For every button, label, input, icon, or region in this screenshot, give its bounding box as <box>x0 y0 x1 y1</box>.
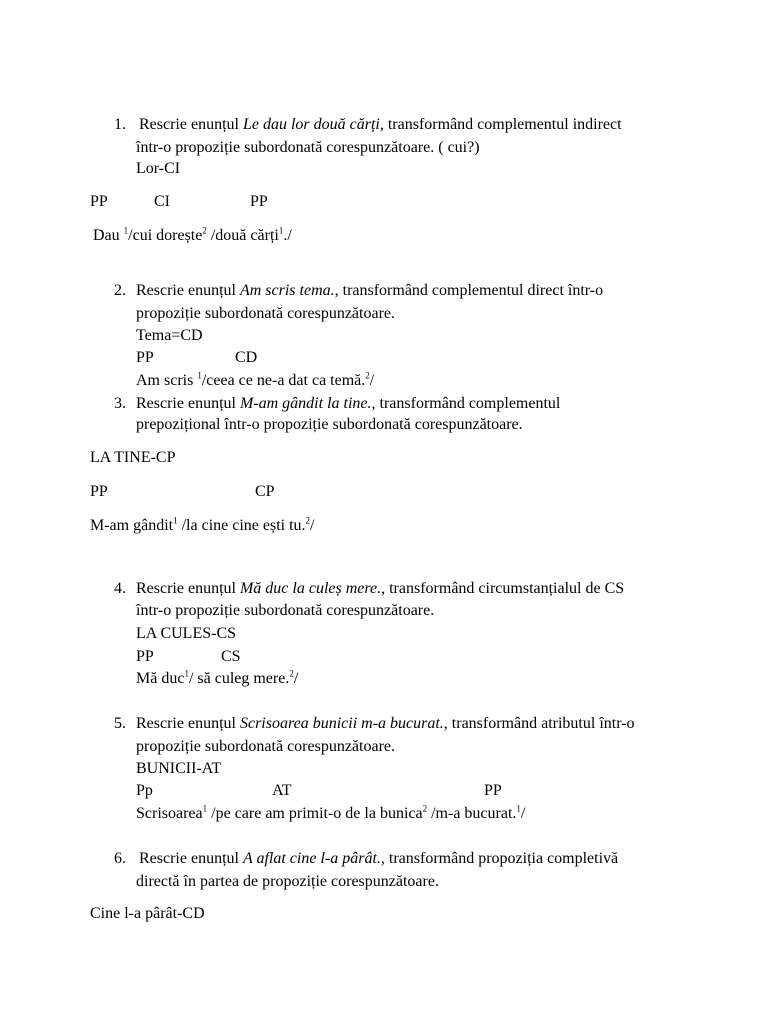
item-4-label-pp: PP <box>136 648 154 665</box>
item-3-part-label: LA TINE-CP <box>90 449 176 466</box>
item-5-label-pp2: PP <box>484 782 502 799</box>
item-2-label-pp: PP <box>136 349 154 366</box>
item-4-label-cs: CS <box>221 648 241 665</box>
item-1-label-ci: CI <box>154 193 170 210</box>
item-5-part-label: BUNICII-AT <box>136 760 222 777</box>
item-2-part-label: Tema=CD <box>136 327 203 344</box>
item-2-prompt-line-2: propoziție subordonată corespunzătoare. <box>136 305 396 322</box>
item-4-prompt-line-2: într-o propoziție subordonată corespunzătoare. <box>136 602 435 619</box>
item-3-label-cp: CP <box>255 483 275 500</box>
item-4-prompt: Rescrie enunțul Mă duc la culeș mere., transformând circumstanțialul de CS <box>136 580 625 597</box>
item-3-number: 3. <box>114 395 126 412</box>
item-6-part-label: Cine l-a pârât-CD <box>90 905 205 922</box>
item-5-label-pp: Pp <box>136 782 153 799</box>
item-5-label-at: AT <box>272 782 292 799</box>
item-5-prompt: Rescrie enunțul Scrisoarea bunicii m-a bucurat., transformând atributul într-o <box>136 715 635 732</box>
item-4-answer: Mă duc$^1$/ să culeg mere.$^2$/ <box>136 668 299 687</box>
item-6-prompt: Rescrie enunțul A aflat cine l-a pârât., transformând propoziția completivă <box>139 850 619 867</box>
item-5-number: 5. <box>114 715 126 732</box>
item-1-part-label: Lor-CI <box>136 160 181 177</box>
item-5-answer: Scrisoarea$^1$ /pe care am primit-o de la bunica$^2$ /m-a bucurat.$^1$/ <box>136 803 526 822</box>
item-2-answer: Am scris $^1$/ceea ce ne-a dat ca temă.$^2$/ <box>136 370 375 389</box>
item-1-label-pp2: PP <box>250 193 268 210</box>
item-4-number: 4. <box>114 580 126 597</box>
item-3-prompt-line-2: prepozițional într-o propoziție subordonată corespunzătoare. <box>136 416 523 433</box>
item-6-prompt-line-2: directă în partea de propoziție corespunzătoare. <box>136 873 439 890</box>
item-3-answer: M-am gândit$^1$ /la cine cine ești tu.$^2$/ <box>90 515 315 534</box>
item-1-prompt-line-2: într-o propoziție subordonată corespunzătoare. ( cui?) <box>136 139 480 156</box>
item-1-prompt: Rescrie enunțul Le dau lor două cărți, transformând complementul indirect <box>139 116 622 133</box>
item-2-label-cd: CD <box>235 349 258 366</box>
item-2-prompt: Rescrie enunțul Am scris tema., transformând complementul direct într-o <box>136 282 604 299</box>
item-1-answer: Dau $^1$/cui dorește$^2$ /două cărți$^1$./ <box>93 225 292 244</box>
item-6-number: 6. <box>114 850 126 867</box>
item-4-part-label: LA CULES-CS <box>136 625 237 642</box>
item-3-label-pp: PP <box>90 483 108 500</box>
item-5-prompt-line-2: propoziție subordonată corespunzătoare. <box>136 738 396 755</box>
item-1-label-pp: PP <box>90 193 108 210</box>
item-3-prompt: Rescrie enunțul M-am gândit la tine., transformând complementul <box>136 395 561 412</box>
item-1-number: 1. <box>114 116 126 133</box>
item-2-number: 2. <box>114 282 126 299</box>
